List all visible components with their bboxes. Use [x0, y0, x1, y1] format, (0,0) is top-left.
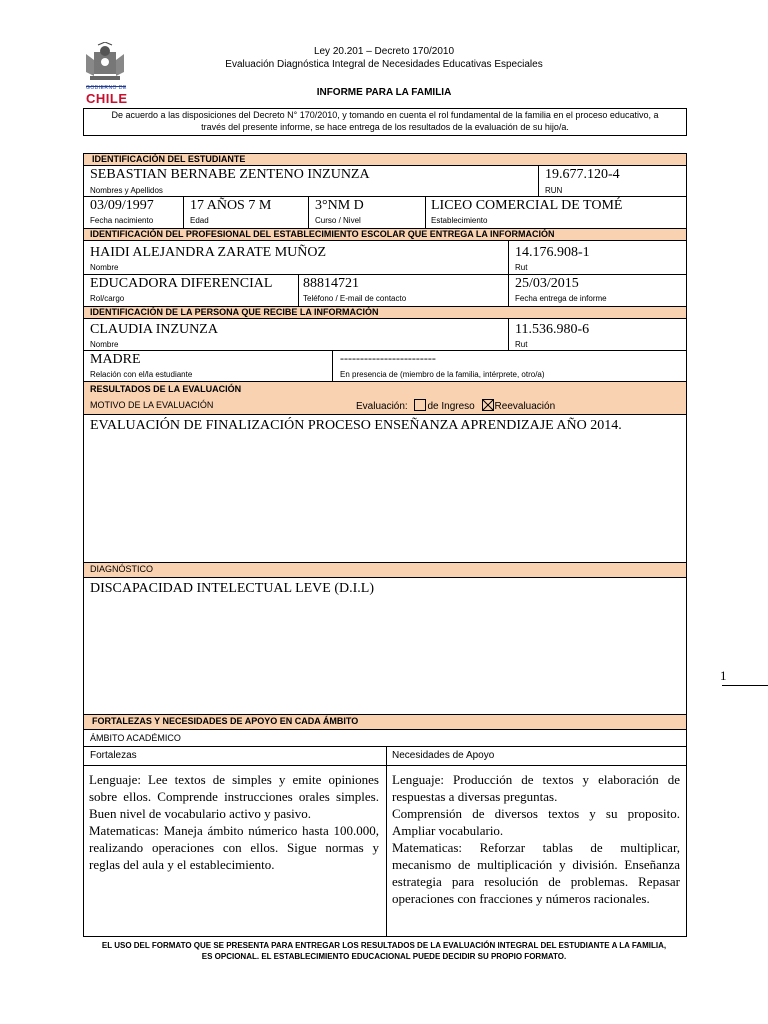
student-run-label: RUN [545, 186, 563, 195]
student-age: 17 AÑOS 7 M [190, 198, 272, 213]
fortalezas-paragraph-1: Lenguaje: Lee textos de simples y emite opiniones sobre ellos. Comprende instrucciones orales simples. Buen nivel de vocabulario activo y pasivo. [89, 772, 379, 821]
section-fortalezas [84, 714, 686, 730]
presence: ------------------------ [340, 351, 436, 365]
student-name: SEBASTIAN BERNABE ZENTENO INZUNZA [90, 167, 370, 182]
section-profesional-title: IDENTIFICACIÓN DEL PROFESIONAL DEL ESTABLECIMIENTO ESCOLAR QUE ENTREGA LA INFORMACIÓN [90, 229, 555, 239]
student-course: 3°NM D [315, 198, 364, 213]
necesidades-paragraph-1: Lenguaje: Producción de textos y elaboración de respuestas a diversas preguntas. [392, 772, 680, 804]
diagnostico-row [84, 562, 686, 578]
reevaluacion-checkbox[interactable] [482, 399, 494, 411]
section-profesional [84, 228, 686, 241]
fortalezas-paragraph-2: Matematicas: Maneja ámbito númerico hasta 100.000, realizando operaciones con ellos. Sigue normas y reglas del aula y el establecimiento. [89, 823, 379, 872]
logo-gobierno-text: GOBIERNO DE [86, 85, 127, 91]
section-estudiante [84, 154, 686, 166]
necesidades-paragraph-3: Matematicas: Reforzar tablas de multiplicar, mecanismo de multiplicación y división. Enseñanza estrategia para resolución de problemas. Repasar operaciones con fracciones y números racionales. [392, 840, 680, 906]
student-course-label: Curso / Nivel [315, 216, 361, 225]
page-title: INFORME PARA LA FAMILIA [316, 87, 452, 98]
professional-name: HAIDI ALEJANDRA ZARATE MUÑOZ [90, 245, 327, 260]
section-estudiante-title: IDENTIFICACIÓN DEL ESTUDIANTE [92, 154, 246, 164]
student-name-label: Nombres y Apellidos [90, 186, 163, 195]
fortalezas-col-header: Fortalezas [90, 750, 137, 761]
professional-rut: 14.176.908-1 [515, 245, 590, 260]
motivo-text: EVALUACIÓN DE FINALIZACIÓN PROCESO ENSEÑANZA APRENDIZAJE AÑO 2014. [90, 418, 622, 433]
professional-rut-label: Rut [515, 263, 528, 272]
student-run: 19.677.120-4 [545, 167, 620, 182]
student-school: LICEO COMERCIAL DE TOMÉ [431, 198, 623, 213]
professional-phone: 88814721 [303, 276, 359, 291]
report-date: 25/03/2015 [515, 276, 579, 291]
receiver-relation-label: Relación con el/la estudiante [90, 370, 193, 379]
header-subtitle: Evaluación Diagnóstica Integral de Necesidades Educativas Especiales [225, 59, 543, 70]
evaluation-type-label: Evaluación: [356, 401, 408, 412]
intro-box [83, 108, 687, 136]
receiver-relation: MADRE [90, 352, 141, 367]
footer-line-1: EL USO DEL FORMATO QUE SE PRESENTA PARA ENTREGAR LOS RESULTADOS DE LA EVALUACIÓN INTEGRAL DEL ESTUDIANTE A LA FAMILIA, [101, 941, 667, 950]
ingreso-checkbox[interactable] [414, 399, 426, 411]
motivo-label: MOTIVO DE LA EVALUACIÓN [90, 400, 214, 410]
header-law: Ley 20.201 – Decreto 170/2010 [313, 46, 455, 57]
ambito-label: ÁMBITO ACADÉMICO [90, 733, 181, 743]
page-number: 1 [720, 668, 727, 683]
student-birthdate-label: Fecha nacimiento [90, 216, 154, 225]
page-number-rule [722, 685, 768, 686]
ingreso-option-label: de Ingreso [427, 401, 475, 412]
receiver-rut: 11.536.980-6 [515, 322, 590, 337]
section-receptor [84, 306, 686, 319]
section-receptor-title: IDENTIFICACIÓN DE LA PERSONA QUE RECIBE LA INFORMACIÓN [90, 307, 379, 317]
student-school-label: Establecimiento [431, 216, 488, 225]
student-age-label: Edad [190, 216, 209, 225]
logo-chile-text: CHILE [86, 91, 128, 106]
intro-line-2: través del presente informe, se hace entrega de los resultados de la evaluación de su hijo/a. [201, 122, 569, 132]
diagnostico-label: DIAGNÓSTICO [90, 564, 154, 574]
report-date-label: Fecha entrega de informe [515, 294, 607, 303]
professional-name-label: Nombre [90, 263, 119, 272]
section-resultados [84, 381, 686, 399]
professional-role: EDUCADORA DIFERENCIAL [90, 276, 273, 291]
intro-line-1: De acuerdo a las disposiciones del Decreto N° 170/2010, y tomando en cuenta el rol fundamental de la familia en el proceso educativo, a [111, 110, 659, 120]
presence-label: En presencia de (miembro de la familia, intérprete, otro/a) [340, 370, 545, 379]
necesidades-paragraph-2: Comprensión de diversos textos y su proposito. Ampliar vocabulario. [392, 806, 680, 838]
professional-role-label: Rol/cargo [90, 294, 125, 303]
student-birthdate: 03/09/1997 [90, 198, 154, 213]
reevaluacion-option-label: Reevaluación [494, 401, 556, 412]
receiver-rut-label: Rut [515, 340, 528, 349]
fortalezas-text [89, 771, 379, 873]
necesidades-col-header: Necesidades de Apoyo [392, 750, 495, 761]
necesidades-text [392, 771, 680, 907]
evaluation-type [356, 399, 555, 412]
professional-phone-label: Teléfono / E-mail de contacto [303, 294, 407, 303]
section-fortalezas-title: FORTALEZAS Y NECESIDADES DE APOYO EN CADA ÁMBITO [92, 716, 359, 726]
diagnostico-text: DISCAPACIDAD INTELECTUAL LEVE (D.I.L) [90, 581, 374, 596]
motivo-row [84, 398, 686, 415]
receiver-name-label: Nombre [90, 340, 119, 349]
section-resultados-title: RESULTADOS DE LA EVALUACIÓN [90, 384, 242, 394]
footer-line-2: ES OPCIONAL. EL ESTABLECIMIENTO EDUCACIONAL PUEDE DECIDIR SU PROPIO FORMATO. [201, 952, 567, 961]
receiver-name: CLAUDIA INZUNZA [90, 322, 218, 337]
